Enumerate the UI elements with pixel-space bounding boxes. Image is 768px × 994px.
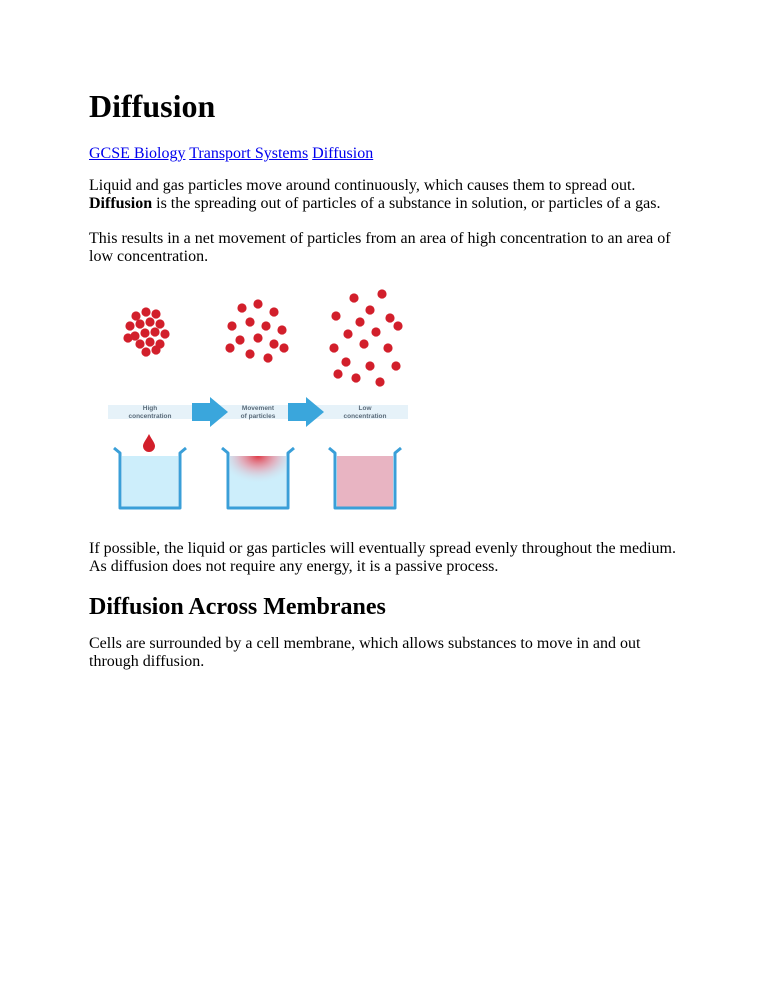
particle xyxy=(245,349,254,358)
particle xyxy=(359,339,368,348)
particle xyxy=(331,311,340,320)
breadcrumb-link-transport-systems[interactable]: Transport Systems xyxy=(189,145,309,162)
particle xyxy=(391,361,400,370)
particle xyxy=(377,289,386,298)
particle xyxy=(225,343,234,352)
page-title: Diffusion xyxy=(89,88,216,124)
particle xyxy=(227,321,236,330)
particle xyxy=(365,305,374,314)
label-low-line1: Low xyxy=(358,405,372,412)
particle xyxy=(355,317,364,326)
label-low-line2: concentration xyxy=(343,413,387,420)
paragraph-intro-text-end: is the spreading out of particles of a substance in solution, or particles of a gas. xyxy=(152,195,661,212)
particle xyxy=(269,339,278,348)
particle xyxy=(155,319,164,328)
particle xyxy=(141,347,150,356)
diffusion-illustration xyxy=(108,286,408,511)
particle xyxy=(385,313,394,322)
paragraph-cell-membrane: Cells are surrounded by a cell membrane, which allows substances to move in and out through diffusion. xyxy=(89,635,641,670)
particle xyxy=(141,307,150,316)
particle xyxy=(140,328,149,337)
particle xyxy=(393,321,402,330)
section-heading-membranes: Diffusion Across Membranes xyxy=(89,594,386,620)
particle xyxy=(131,311,140,320)
particle xyxy=(277,325,286,334)
particle xyxy=(375,377,384,386)
particle xyxy=(343,329,352,338)
particle xyxy=(145,337,154,346)
particle xyxy=(245,317,254,326)
particle xyxy=(349,293,358,302)
particle xyxy=(235,335,244,344)
paragraph-intro-text: Liquid and gas particles move around continuously, which causes them to spread out. xyxy=(89,177,636,194)
breadcrumb-link-gcse-biology[interactable]: GCSE Biology xyxy=(89,145,186,162)
diffusion-diagram xyxy=(108,286,408,511)
particle xyxy=(125,321,134,330)
paragraph-intro xyxy=(89,177,679,213)
paragraph-net-movement: This results in a net movement of particles from an area of high concentration to an area of low concentration. xyxy=(89,230,671,265)
particle xyxy=(135,339,144,348)
particle xyxy=(253,333,262,342)
particle xyxy=(237,303,246,312)
particle xyxy=(269,307,278,316)
particle xyxy=(123,333,132,342)
particle xyxy=(253,299,262,308)
particle xyxy=(151,345,160,354)
particle xyxy=(371,327,380,336)
particle-groups xyxy=(123,289,402,386)
particle xyxy=(150,327,159,336)
beaker-diffusing xyxy=(222,448,294,508)
particle xyxy=(160,329,169,338)
breadcrumb-link-diffusion[interactable]: Diffusion xyxy=(312,145,374,162)
particle xyxy=(279,343,288,352)
dye-drop-icon xyxy=(143,434,155,452)
arrow-icon xyxy=(192,397,228,427)
particle xyxy=(329,343,338,352)
particle xyxy=(351,373,360,382)
particle xyxy=(145,317,154,326)
label-high-line2: concentration xyxy=(128,413,172,420)
label-high-line1: High xyxy=(142,405,158,412)
particle xyxy=(333,369,342,378)
label-movement-line1: Movement xyxy=(241,405,275,412)
particle xyxy=(151,309,160,318)
particle xyxy=(341,357,350,366)
particle xyxy=(383,343,392,352)
particle xyxy=(261,321,270,330)
beaker-pure-water xyxy=(114,448,186,508)
arrow-icon xyxy=(288,397,324,427)
particle xyxy=(135,319,144,328)
breadcrumb xyxy=(89,144,373,164)
term-diffusion: Diffusion xyxy=(89,195,153,212)
paragraph-passive-process: If possible, the liquid or gas particles will eventually spread evenly throughout the medium. As diffusion does not require any energy, it is a passive process. xyxy=(89,540,676,575)
particle xyxy=(365,361,374,370)
label-movement-line2: of particles xyxy=(240,413,276,420)
beaker-evenly-mixed xyxy=(329,448,401,508)
particle xyxy=(263,353,272,362)
